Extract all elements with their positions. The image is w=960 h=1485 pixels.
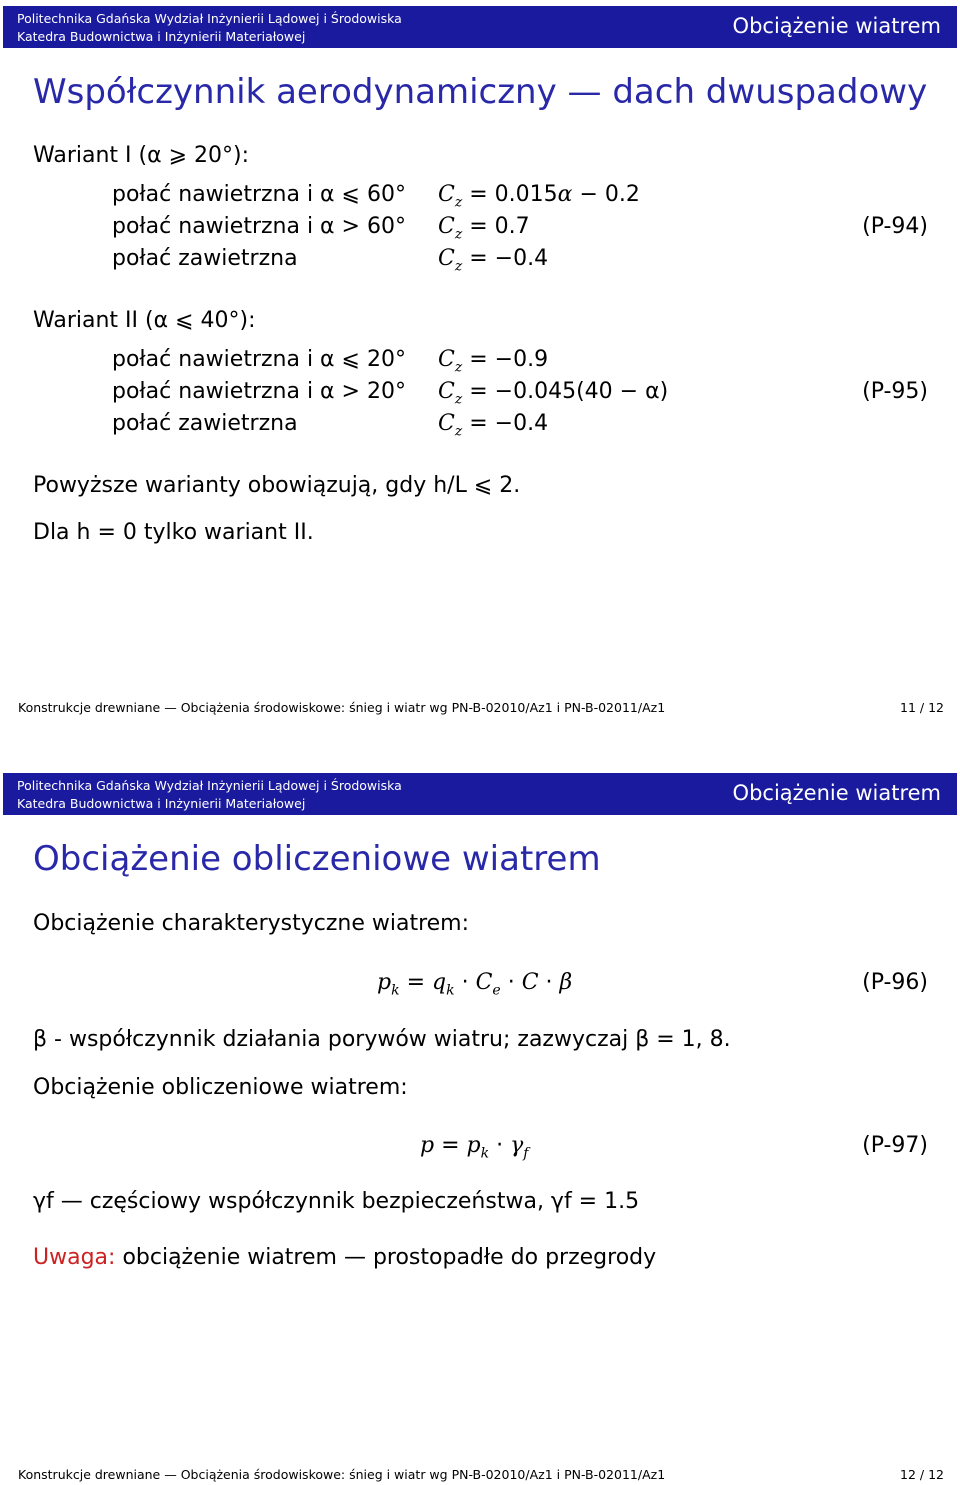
variant-1-heading: Wariant I (α ⩾ 20°): bbox=[33, 143, 250, 168]
beta-definition: β - współczynnik działania porywów wiatru; zazwyczaj β = 1, 8. bbox=[33, 1027, 731, 1052]
page-number: 11 / 12 bbox=[900, 700, 944, 715]
v2-label-2: połać nawietrzna i α > 20° bbox=[112, 379, 406, 404]
v1-label-3: połać zawietrzna bbox=[112, 246, 298, 271]
header-section-title: Obciążenie wiatrem bbox=[732, 781, 941, 805]
remark-label: Uwaga: bbox=[33, 1245, 116, 1270]
variant-2-heading: Wariant II (α ⩽ 40°): bbox=[33, 308, 256, 333]
equation-tag-p95: (P-95) bbox=[862, 379, 928, 404]
header-section-title: Obciążenie wiatrem bbox=[732, 14, 941, 38]
slide-11 bbox=[0, 0, 960, 742]
design-load-label: Obciążenie obliczeniowe wiatrem: bbox=[33, 1075, 408, 1100]
v1-formula-1: $C_z = 0.015\alpha - 0.2$ bbox=[438, 182, 640, 211]
header-bar bbox=[3, 6, 957, 48]
header-bar bbox=[3, 773, 957, 815]
v1-label-2: połać nawietrzna i α > 60° bbox=[112, 214, 406, 239]
v2-formula-3: $C_z = -0.4$ bbox=[438, 411, 549, 440]
characteristic-load-label: Obciążenie charakterystyczne wiatrem: bbox=[33, 911, 470, 936]
validity-note: Powyższe warianty obowiązują, gdy h/L ⩽ 2. bbox=[33, 473, 521, 498]
remark-text: obciążenie wiatrem — prostopadłe do przegrody bbox=[122, 1245, 657, 1270]
footer-text: Konstrukcje drewniane — Obciążenia środowiskowe: śnieg i wiatr wg PN-B-02010/Az1 i PN-B-02011/Az1 bbox=[18, 1467, 666, 1482]
page-number: 12 / 12 bbox=[900, 1467, 944, 1482]
equation-tag-p96: (P-96) bbox=[862, 970, 928, 995]
header-university: Politechnika Gdańska Wydział Inżynierii Lądowej i Środowiska bbox=[17, 778, 402, 793]
gamma-definition: γf — częściowy współczynnik bezpieczeństwa, γf = 1.5 bbox=[33, 1189, 640, 1214]
equation-p97: $p = p_k \cdot \gamma_f$ bbox=[420, 1133, 529, 1162]
equation-p96: $p_k = q_k \cdot C_e \cdot C \cdot \beta$ bbox=[377, 970, 573, 999]
frame-title: Obciążenie obliczeniowe wiatrem bbox=[33, 839, 601, 879]
v2-label-1: połać nawietrzna i α ⩽ 20° bbox=[112, 347, 406, 372]
equation-tag-p97: (P-97) bbox=[862, 1133, 928, 1158]
v1-formula-3: $C_z = -0.4$ bbox=[438, 246, 549, 275]
v2-formula-2: $C_z = -0.045(40 - \alpha)$ bbox=[438, 379, 669, 408]
header-department: Katedra Budownictwa i Inżynierii Materiałowej bbox=[17, 796, 306, 811]
header-department: Katedra Budownictwa i Inżynierii Materiałowej bbox=[17, 29, 306, 44]
v1-formula-2: $C_z = 0.7$ bbox=[438, 214, 530, 243]
v2-label-3: połać zawietrzna bbox=[112, 411, 298, 436]
slide-12 bbox=[0, 742, 960, 1484]
h-zero-note: Dla h = 0 tylko wariant II. bbox=[33, 520, 314, 545]
equation-tag-p94: (P-94) bbox=[862, 214, 928, 239]
v1-label-1: połać nawietrzna i α ⩽ 60° bbox=[112, 182, 406, 207]
v2-formula-1: $C_z = -0.9$ bbox=[438, 347, 549, 376]
frame-title: Współczynnik aerodynamiczny — dach dwuspadowy bbox=[33, 72, 928, 112]
header-university: Politechnika Gdańska Wydział Inżynierii Lądowej i Środowiska bbox=[17, 11, 402, 26]
footer-text: Konstrukcje drewniane — Obciążenia środowiskowe: śnieg i wiatr wg PN-B-02010/Az1 i PN-B-02011/Az1 bbox=[18, 700, 666, 715]
remark bbox=[33, 1245, 656, 1270]
